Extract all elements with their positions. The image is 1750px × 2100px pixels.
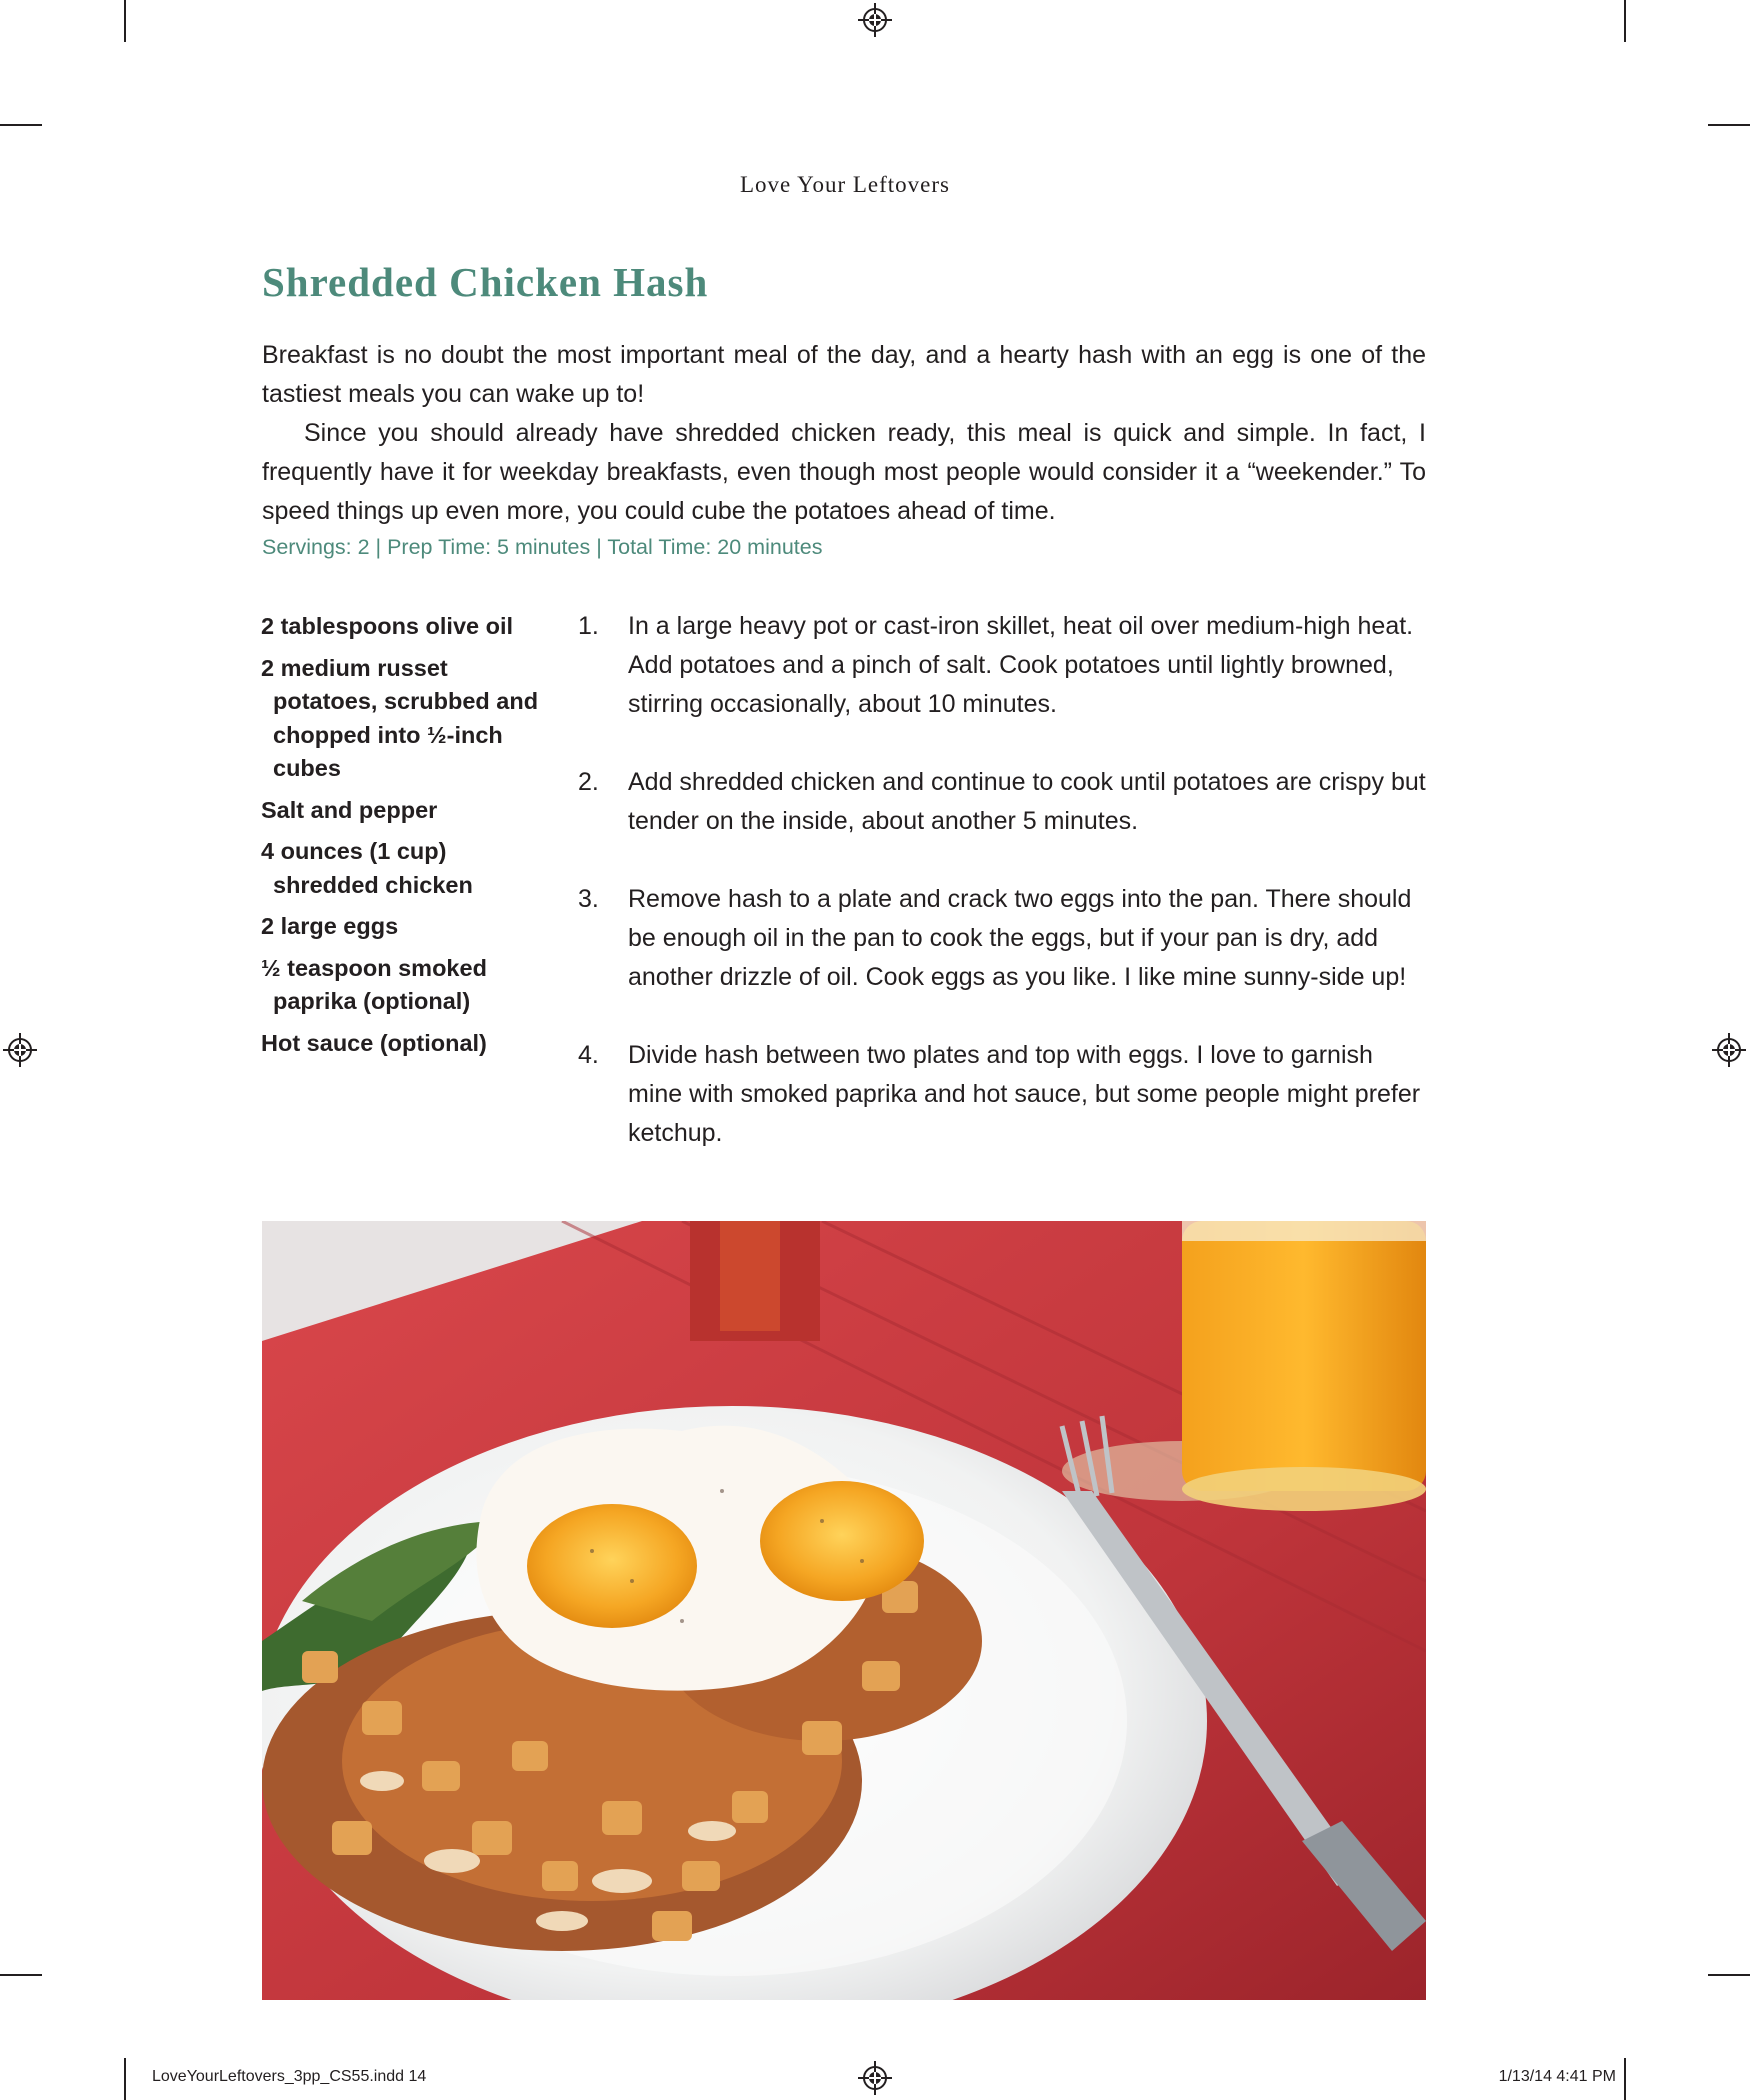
registration-mark-icon [858, 3, 892, 37]
recipe-meta: Servings: 2 | Prep Time: 5 minutes | Total Time: 20 minutes [262, 535, 823, 559]
slug-timestamp: 1/13/14 4:41 PM [1498, 2068, 1616, 2085]
slug-file-name: LoveYourLeftovers_3pp_CS55.indd 14 [152, 2068, 427, 2085]
step-item [578, 1036, 1428, 1153]
registration-mark-icon [1712, 1033, 1746, 1067]
step-number: 2. [578, 768, 599, 796]
crop-mark-top-right-h [1708, 124, 1750, 126]
step-text: Add shredded chicken and continue to cook until potatoes are crispy but tender on the inside, about another 5 minutes. [628, 768, 1426, 835]
step-number: 4. [578, 1041, 599, 1069]
step-item [578, 880, 1428, 997]
step-text: In a large heavy pot or cast-iron skillet, heat oil over medium-high heat. Add potatoes and a pinch of salt. Cook potatoes until lightly browned, stirring occasionally, about 10 minutes. [628, 612, 1414, 718]
method-steps [578, 607, 1428, 1192]
ingredient-item: ½ teaspoon smoked paprika (optional) [261, 954, 487, 1014]
step-number: 3. [578, 885, 599, 913]
ingredient-list [261, 610, 551, 1068]
step-text: Divide hash between two plates and top with eggs. I love to garnish mine with smoked paprika and hot sauce, but some people might prefer ketchup. [628, 1041, 1421, 1147]
ingredient-item: 2 large eggs [261, 913, 399, 939]
step-item [578, 763, 1428, 841]
crop-mark-top-left [124, 0, 126, 42]
crop-mark-bottom-right-h [1708, 1974, 1750, 1976]
step-number: 1. [578, 612, 599, 640]
intro-paragraph: Since you should already have shredded chicken ready, this meal is quick and simple. In fact, I frequently have it for weekday breakfasts, even though most people would consider it a “weekender.” To speed things up even more, you could cube the potatoes ahead of time. [262, 419, 1426, 525]
crop-mark-bottom-right [1624, 2058, 1626, 2100]
recipe-title: Shredded Chicken Hash [262, 259, 709, 305]
step-text: Remove hash to a plate and crack two eggs into the pan. There should be enough oil in the pan to cook the eggs, but if your pan is dry, add another drizzle of oil. Cook eggs as you like. I like mine sunny-side up! [628, 885, 1412, 991]
step-item [578, 607, 1428, 724]
ingredient-item: Hot sauce (optional) [261, 1029, 487, 1056]
ingredient-item: 2 tablespoons olive oil [261, 613, 514, 639]
running-head: Love Your Leftovers [740, 172, 950, 197]
registration-mark-icon [858, 2061, 892, 2095]
intro-paragraph: Breakfast is no doubt the most important meal of the day, and a hearty hash with an egg is one of the tastiest meals you can wake up to! [262, 341, 1426, 408]
recipe-intro [262, 336, 1426, 531]
recipe-photo [262, 1221, 1426, 2000]
crop-mark-top-right [1624, 0, 1626, 42]
crop-mark-bottom-left [124, 2058, 126, 2100]
ingredient-item: Salt and pepper [261, 796, 438, 823]
ingredient-item: 4 ounces (1 cup) shredded chicken [261, 838, 473, 898]
crop-mark-top-left-h [0, 124, 42, 126]
crop-mark-bottom-left-h [0, 1974, 42, 1976]
ingredient-item: 2 medium russet potatoes, scrubbed and chopped into ½-inch cubes [261, 654, 539, 781]
registration-mark-icon [3, 1033, 37, 1067]
